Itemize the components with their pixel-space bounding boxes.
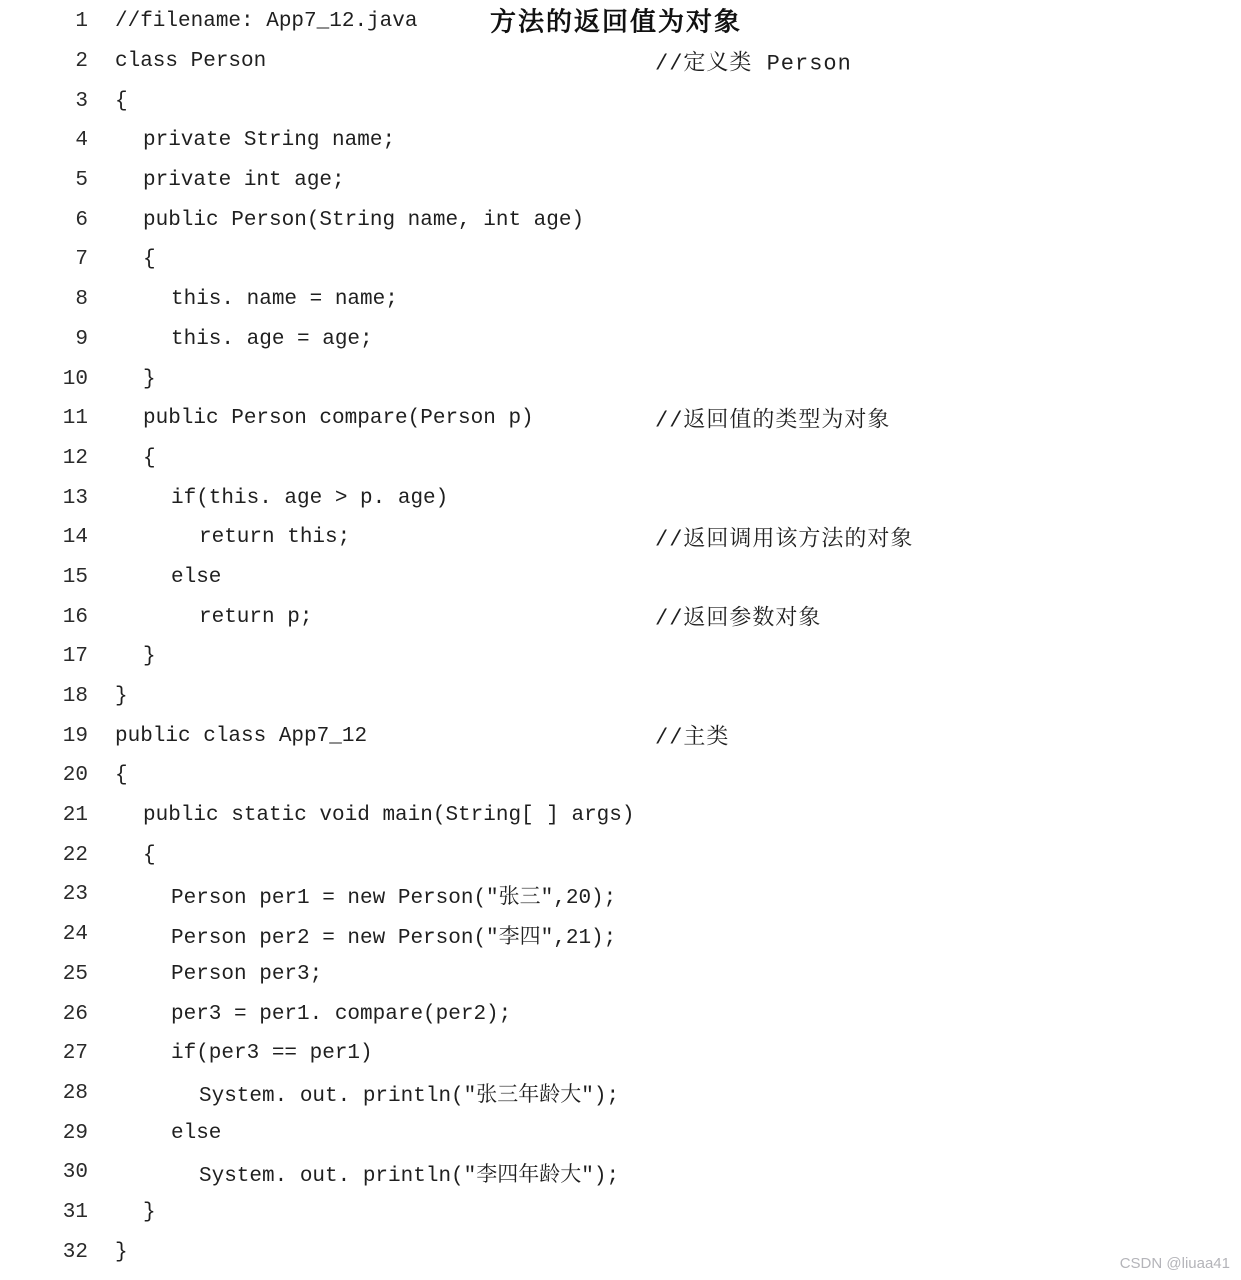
code-text: {: [115, 764, 128, 788]
line-number: 8: [75, 288, 88, 312]
code-text: else: [171, 565, 222, 589]
line-number: 2: [75, 50, 88, 74]
line-number: 25: [62, 962, 88, 986]
inline-comment: //定义类 Person: [655, 50, 852, 76]
code-text: }: [115, 1240, 128, 1264]
code-line-row: [0, 716, 1241, 756]
line-number: 7: [75, 248, 88, 272]
code-text: Person per3;: [171, 962, 323, 986]
line-number: 15: [62, 565, 88, 589]
code-text: public static void main(String[ ] args): [143, 804, 635, 828]
code-text: else: [171, 1121, 222, 1145]
line-number: 18: [62, 685, 88, 709]
code-line-row: [0, 320, 1241, 360]
code-line-row: [0, 359, 1241, 399]
code-line-row: [0, 1074, 1241, 1114]
code-text: private String name;: [143, 129, 396, 153]
line-number: 29: [62, 1121, 88, 1145]
code-text: System. out. println("李四年龄大");: [199, 1164, 620, 1188]
line-number: 27: [62, 1042, 88, 1066]
code-text: Person per2 = new Person("李四",21);: [171, 926, 617, 950]
line-number: 21: [62, 804, 88, 828]
inline-comment: //返回参数对象: [655, 606, 822, 632]
code-line-row: [0, 1193, 1241, 1233]
line-number: 3: [75, 89, 88, 113]
code-text: public Person compare(Person p): [143, 407, 534, 431]
code-text: {: [115, 89, 128, 113]
line-number: 31: [62, 1200, 88, 1224]
code-text: }: [143, 645, 156, 669]
code-text: private int age;: [143, 169, 345, 193]
code-text: this. age = age;: [171, 327, 373, 351]
code-line-row: [0, 2, 1241, 42]
code-text: System. out. println("张三年龄大");: [199, 1085, 620, 1109]
line-number: 10: [62, 367, 88, 391]
watermark-text: CSDN @liuaa41: [1119, 1255, 1230, 1272]
line-number: 23: [62, 883, 88, 907]
code-line-row: [0, 240, 1241, 280]
code-text: if(per3 == per1): [171, 1042, 373, 1066]
code-line-row: [0, 1034, 1241, 1074]
code-text: this. name = name;: [171, 288, 398, 312]
code-line-row: [0, 558, 1241, 598]
code-line-row: [0, 835, 1241, 875]
line-number: 9: [75, 327, 88, 351]
code-line-row: [0, 1153, 1241, 1193]
line-number: 1: [75, 10, 88, 34]
line-number: 16: [62, 605, 88, 629]
code-line-row: [0, 280, 1241, 320]
section-heading: 方法的返回值为对象: [490, 7, 743, 37]
code-line-row: [0, 955, 1241, 995]
code-line-row: [0, 597, 1241, 637]
code-text: return p;: [199, 605, 313, 629]
code-text: {: [143, 843, 156, 867]
code-line-row: [0, 478, 1241, 518]
line-number: 6: [75, 208, 88, 232]
line-number: 11: [62, 407, 88, 431]
inline-comment: //返回值的类型为对象: [655, 407, 891, 433]
line-number: 20: [62, 764, 88, 788]
code-line-row: [0, 756, 1241, 796]
code-line-row: [0, 915, 1241, 955]
code-text: }: [143, 1200, 156, 1224]
line-number: 32: [62, 1240, 88, 1264]
line-number: 17: [62, 645, 88, 669]
line-number: 4: [75, 129, 88, 153]
inline-comment: //返回调用该方法的对象: [655, 527, 914, 553]
code-text: class Person: [115, 50, 267, 74]
inline-comment: //主类: [655, 725, 730, 751]
code-line-row: [0, 1113, 1241, 1153]
line-number: 19: [62, 724, 88, 748]
line-number: 14: [62, 526, 88, 550]
code-line-row: [0, 875, 1241, 915]
code-text: }: [143, 367, 156, 391]
code-line-row: [0, 677, 1241, 717]
code-text: Person per1 = new Person("张三",20);: [171, 886, 617, 910]
code-text: return this;: [199, 526, 351, 550]
code-text: public class App7_12: [115, 724, 368, 748]
code-line-row: [0, 42, 1241, 82]
code-text: //filename: App7_12.java: [115, 10, 418, 34]
line-number: 24: [62, 923, 88, 947]
code-line-row: [0, 200, 1241, 240]
line-number: 30: [62, 1161, 88, 1185]
line-number: 5: [75, 169, 88, 193]
line-number: 22: [62, 843, 88, 867]
line-number: 12: [62, 446, 88, 470]
code-text: public Person(String name, int age): [143, 208, 585, 232]
code-line-row: [0, 399, 1241, 439]
line-number: 28: [62, 1081, 88, 1105]
code-line-row: [0, 1232, 1241, 1272]
code-line-row: [0, 994, 1241, 1034]
code-text: {: [143, 248, 156, 272]
code-text: if(this. age > p. age): [171, 486, 449, 510]
code-line-row: [0, 161, 1241, 201]
code-line-row: [0, 796, 1241, 836]
code-text: {: [143, 446, 156, 470]
code-listing: [0, 2, 1241, 1272]
code-text: per3 = per1. compare(per2);: [171, 1002, 512, 1026]
code-line-row: [0, 518, 1241, 558]
code-line-row: [0, 439, 1241, 479]
code-line-row: [0, 637, 1241, 677]
code-text: }: [115, 685, 128, 709]
code-line-row: [0, 121, 1241, 161]
code-line-row: [0, 81, 1241, 121]
line-number: 13: [62, 486, 88, 510]
line-number: 26: [62, 1002, 88, 1026]
